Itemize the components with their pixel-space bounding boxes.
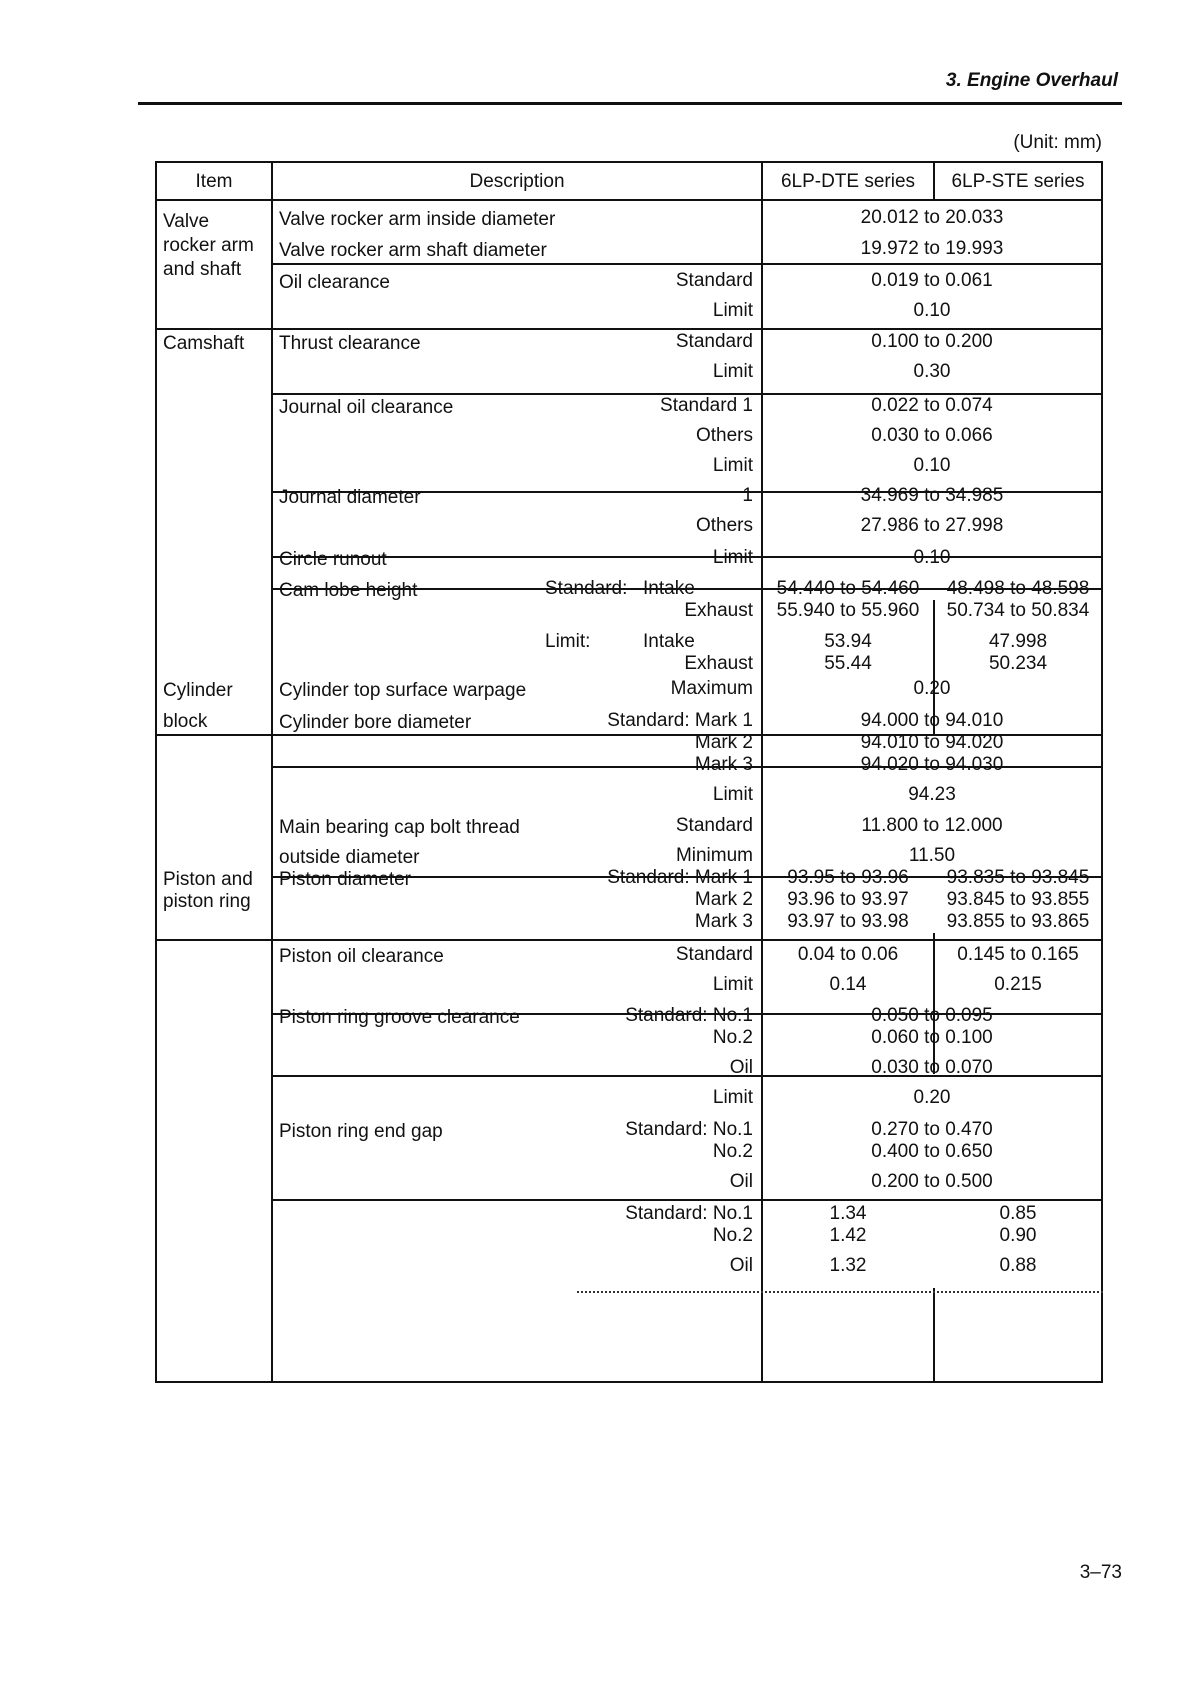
spec-value: 0.200 to 0.500 <box>871 1171 993 1192</box>
condition-label: Standard: No.1 <box>625 1005 753 1026</box>
spec-label: Piston ring groove clearance <box>279 1007 520 1028</box>
spec-value: 94.23 <box>908 784 956 805</box>
spec-value: 0.85 <box>999 1203 1037 1224</box>
condition-label: Oil <box>729 1057 753 1078</box>
row-divider <box>271 1199 1103 1201</box>
spec-label: Oil clearance <box>279 272 390 293</box>
spec-value: 0.30 <box>913 361 951 382</box>
condition-label: Exhaust <box>684 600 753 621</box>
spec-value: 54.440 to 54.460 <box>776 578 920 599</box>
spec-table <box>155 161 1103 1383</box>
condition-label: Intake <box>643 578 695 599</box>
condition-label: Minimum <box>675 845 753 866</box>
spec-value: 55.940 to 55.960 <box>776 600 920 621</box>
spec-label: outside diameter <box>279 847 420 868</box>
condition-label: Standard <box>675 815 753 836</box>
condition-label: Limit: <box>545 631 591 652</box>
condition-label: Others <box>695 425 753 446</box>
spec-label: Piston ring end gap <box>279 1121 443 1142</box>
spec-value: 0.050 to 0.095 <box>871 1005 993 1026</box>
spec-value: 55.44 <box>824 653 872 674</box>
unit-note: (Unit: mm) <box>1013 132 1102 153</box>
item-label: Cylinder <box>163 680 233 701</box>
spec-value: 0.145 to 0.165 <box>957 944 1079 965</box>
header-description: Description <box>469 171 565 192</box>
item-label: Camshaft <box>163 333 245 354</box>
condition-label: Mark 3 <box>694 911 753 932</box>
dotted-divider <box>577 1291 1103 1293</box>
condition-label: Others <box>695 515 753 536</box>
item-label: and shaft <box>163 259 242 280</box>
spec-value: 93.855 to 93.865 <box>946 911 1090 932</box>
condition-label: Oil <box>729 1255 753 1276</box>
spec-value: 0.400 to 0.650 <box>871 1141 993 1162</box>
condition-label: Mark 3 <box>694 754 753 775</box>
condition-label: Standard: No.1 <box>625 1203 753 1224</box>
condition-label: Standard: Mark 1 <box>607 710 753 731</box>
spec-value: 50.734 to 50.834 <box>946 600 1090 621</box>
condition-label: Limit <box>712 300 753 321</box>
condition-label: Limit <box>712 1087 753 1108</box>
spec-label: Cylinder bore diameter <box>279 712 472 733</box>
spec-value: 93.96 to 93.97 <box>787 889 909 910</box>
spec-label: Cam lobe height <box>279 580 418 601</box>
spec-value: 0.20 <box>913 678 951 699</box>
spec-label: Valve rocker arm inside diameter <box>279 209 556 230</box>
spec-label: Piston diameter <box>279 869 412 890</box>
spec-value: 0.215 <box>994 974 1042 995</box>
spec-value: 0.100 to 0.200 <box>871 331 993 352</box>
spec-value: 0.030 to 0.070 <box>871 1057 993 1078</box>
header-ste: 6LP-STE series <box>951 171 1085 192</box>
condition-label: 1 <box>742 485 753 506</box>
spec-value: 11.50 <box>908 845 956 866</box>
spec-value: 93.95 to 93.96 <box>787 867 909 888</box>
spec-value: 20.012 to 20.033 <box>860 207 1004 228</box>
condition-label: Mark 2 <box>694 732 753 753</box>
spec-value: 94.010 to 94.020 <box>860 732 1004 753</box>
spec-label: Valve rocker arm shaft diameter <box>279 240 547 261</box>
spec-label: Thrust clearance <box>279 333 421 354</box>
condition-label: Standard: <box>545 578 628 599</box>
section-title: 3. Engine Overhaul <box>945 70 1118 91</box>
spec-label: Cylinder top surface warpage <box>279 680 527 701</box>
row-divider-header <box>155 199 1103 201</box>
item-label: Piston and <box>163 869 253 890</box>
header-item: Item <box>195 171 233 192</box>
col-divider-endgap <box>933 1288 935 1383</box>
spec-label: Journal diameter <box>279 487 421 508</box>
spec-value: 0.04 to 0.06 <box>797 944 899 965</box>
condition-label: Standard: Mark 1 <box>607 867 753 888</box>
spec-value: 53.94 <box>824 631 872 652</box>
spec-value: 0.019 to 0.061 <box>871 270 993 291</box>
condition-label: Limit <box>712 974 753 995</box>
condition-label: Standard 1 <box>660 395 753 416</box>
row-divider <box>271 263 1103 265</box>
spec-value: 0.022 to 0.074 <box>871 395 993 416</box>
spec-label: Main bearing cap bolt thread <box>279 817 520 838</box>
condition-label: Limit <box>712 361 753 382</box>
spec-value: 19.972 to 19.993 <box>860 238 1004 259</box>
condition-label: Intake <box>643 631 695 652</box>
condition-label: Exhaust <box>684 653 753 674</box>
page-number: 3–73 <box>1079 1562 1122 1583</box>
row-divider-section <box>155 328 1103 330</box>
item-label: Valve <box>163 211 210 232</box>
spec-value: 0.030 to 0.066 <box>871 425 993 446</box>
condition-label: Limit <box>712 784 753 805</box>
spec-value: 11.800 to 12.000 <box>861 815 1003 836</box>
spec-label: Circle runout <box>279 549 387 570</box>
spec-value: 93.97 to 93.98 <box>787 911 909 932</box>
item-label: rocker arm <box>163 235 254 256</box>
spec-label: Piston oil clearance <box>279 946 444 967</box>
spec-value: 0.10 <box>913 547 951 568</box>
spec-value: 0.270 to 0.470 <box>871 1119 993 1140</box>
spec-value: 27.986 to 27.998 <box>860 515 1004 536</box>
spec-value: 0.88 <box>999 1255 1037 1276</box>
spec-value: 93.835 to 93.845 <box>946 867 1090 888</box>
header-dte: 6LP-DTE series <box>780 171 916 192</box>
spec-value: 1.42 <box>829 1225 867 1246</box>
spec-value: 50.234 <box>988 653 1048 674</box>
spec-label: Journal oil clearance <box>279 397 454 418</box>
condition-label: Limit <box>712 547 753 568</box>
spec-value: 48.498 to 48.598 <box>946 578 1090 599</box>
condition-label: Standard: No.1 <box>625 1119 753 1140</box>
page-header <box>138 66 1122 105</box>
item-label: block <box>163 711 208 732</box>
condition-label: Limit <box>712 455 753 476</box>
spec-value: 1.34 <box>829 1203 867 1224</box>
spec-value: 94.020 to 94.030 <box>860 754 1004 775</box>
condition-label: No.2 <box>712 1141 753 1162</box>
spec-value: 0.10 <box>913 300 951 321</box>
spec-value: 0.060 to 0.100 <box>871 1027 993 1048</box>
item-label: piston ring <box>163 891 251 912</box>
condition-label: Maximum <box>670 678 753 699</box>
spec-value: 0.14 <box>829 974 867 995</box>
condition-label: Standard <box>675 331 753 352</box>
condition-label: No.2 <box>712 1225 753 1246</box>
spec-value: 1.32 <box>829 1255 867 1276</box>
condition-label: Standard <box>675 944 753 965</box>
spec-value: 0.90 <box>999 1225 1037 1246</box>
condition-label: No.2 <box>712 1027 753 1048</box>
spec-value: 0.10 <box>913 455 951 476</box>
spec-value: 34.969 to 34.985 <box>860 485 1004 506</box>
condition-label: Oil <box>729 1171 753 1192</box>
condition-label: Standard <box>675 270 753 291</box>
spec-value: 47.998 <box>988 631 1048 652</box>
row-divider-section <box>155 939 1103 941</box>
spec-value: 0.20 <box>913 1087 951 1108</box>
spec-value: 93.845 to 93.855 <box>946 889 1090 910</box>
spec-value: 94.000 to 94.010 <box>860 710 1004 731</box>
condition-label: Mark 2 <box>694 889 753 910</box>
